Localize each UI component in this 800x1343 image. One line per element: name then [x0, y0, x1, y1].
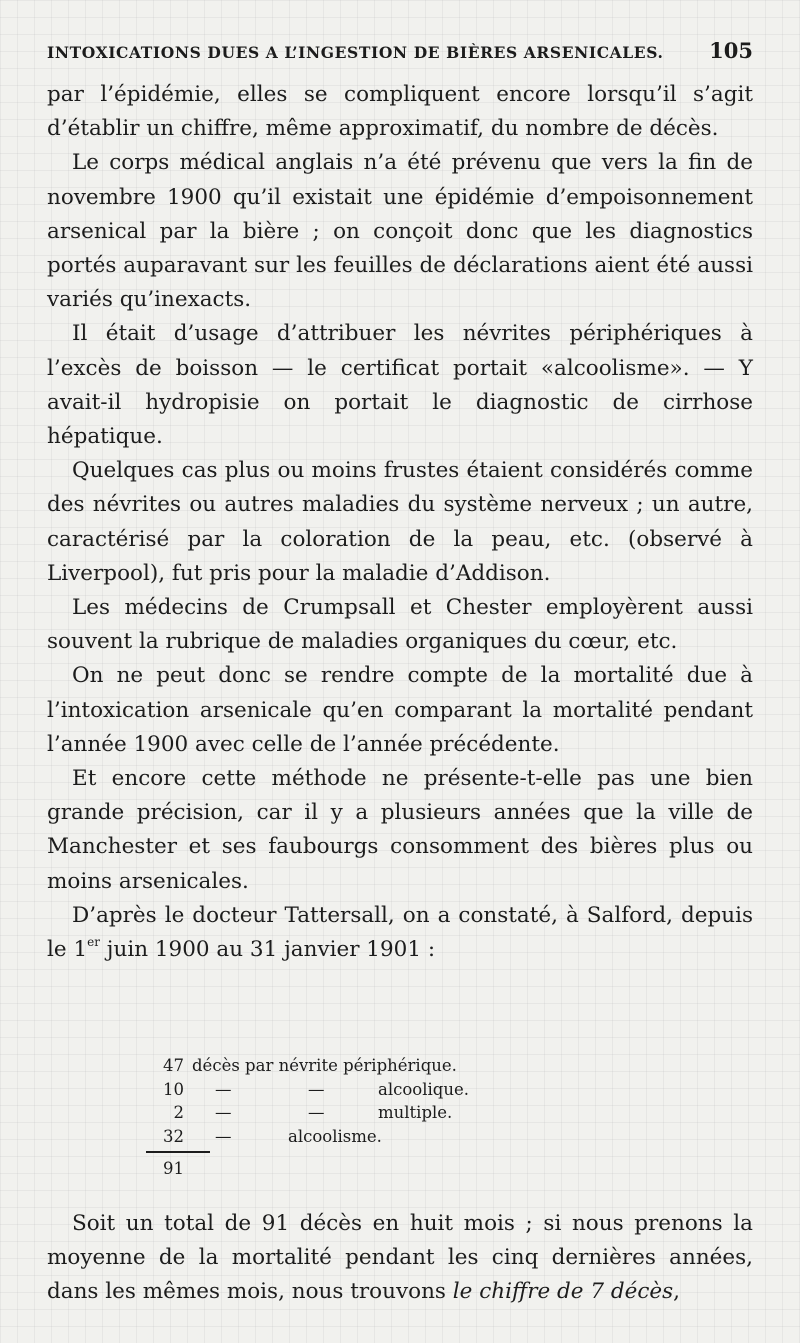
ditto-dash: —: [308, 1079, 325, 1099]
running-title: INTOXICATIONS DUES A L’INGESTION DE BIÈRES ARSENICALES.: [47, 43, 664, 62]
paragraph: On ne peut donc se rendre compte de la mortalité due à l’intoxication arsenicale qu’en comparant la mortalité pendant l’année 1900 avec celle de l’année précédente.: [47, 663, 753, 757]
paragraph: par l’épidémie, elles se compliquent encore lorsqu’il s’agit d’établir un chiffre, même approximatif, du nombre de décès.: [47, 82, 753, 142]
closing-text: [47, 1207, 753, 1310]
stat-row: [140, 1054, 560, 1078]
ditto-dash: —: [308, 1103, 325, 1122]
paragraph: Il était d’usage d’attribuer les névrites périphériques à l’excès de boisson — le certificat portait «alcoolisme». — Y avait-il hydropisie on portait le diagnostic de cirrhose hépatique.: [47, 321, 753, 450]
paragraph-tattersall: [47, 899, 753, 967]
tattersall-intro: D’après le docteur Tattersall, on a constaté, à Salford, depuis le: [47, 902, 753, 963]
paragraph: Les médecins de Crumpsall et Chester employèrent aussi souvent la rubrique de maladies organiques du cœur, etc.: [47, 595, 753, 655]
death-statistics: [140, 1054, 560, 1178]
closing-italic: le chiffre de 7 décès: [452, 1279, 674, 1305]
stat-label: alcoolisme.: [288, 1126, 382, 1146]
closing-trailing: ,: [673, 1279, 681, 1305]
stat-count: 10: [163, 1079, 184, 1099]
page-number: 105: [709, 38, 753, 63]
ditto-dash: —: [215, 1103, 232, 1122]
stat-count: 2: [173, 1103, 184, 1122]
stat-row: [140, 1078, 560, 1102]
stat-total: 91: [163, 1159, 184, 1178]
stat-row: [140, 1101, 560, 1125]
stat-row: [140, 1125, 560, 1149]
paragraph: Et encore cette méthode ne présente-t-elle pas une bien grande précision, car il y a plusieurs années que la ville de Manchester et ses faubourgs consomment des bières plus ou moins arsenicales.: [47, 766, 753, 894]
stat-count: 47: [163, 1056, 184, 1075]
paragraph: Quelques cas plus ou moins frustes étaient considérés comme des névrites ou autres maladies du système nerveux ; un autre, caractérisé par la coloration de la peau, etc. (observé à Liverpool), fut pris pour la maladie d’Addison.: [47, 458, 753, 586]
stat-label: multiple.: [378, 1103, 453, 1122]
ditto-dash: —: [215, 1126, 232, 1146]
stat-label: alcoolique.: [378, 1079, 469, 1099]
ditto-dash: —: [215, 1079, 232, 1099]
closing-main: Soit un total de 91 décès en huit mois ; si nous prenons la moyenne de la mortalité pendant les cinq dernières années, dans les mêmes mois, nous trouvons: [47, 1211, 753, 1305]
body-text: [47, 78, 753, 967]
page-header: [47, 38, 753, 63]
ordinal-suffix: er: [87, 934, 100, 949]
paragraph: Le corps médical anglais n’a été prévenu que vers la fin de novembre 1900 qu’il existait une épidémie d’empoisonnement arsenical par la bière ; on conçoit donc que les diagnostics portés auparavant sur les feuilles de déclarations aient été aussi variés qu’inexacts.: [47, 150, 753, 313]
stat-count: 32: [163, 1126, 184, 1146]
tattersall-rest: juin 1900 au 31 janvier 1901 :: [99, 937, 436, 963]
sum-rule: [146, 1151, 210, 1153]
ordinal-day: 1: [73, 937, 88, 963]
paragraph-closing: [47, 1207, 753, 1310]
stat-label: décès par névrite périphérique.: [192, 1056, 457, 1075]
